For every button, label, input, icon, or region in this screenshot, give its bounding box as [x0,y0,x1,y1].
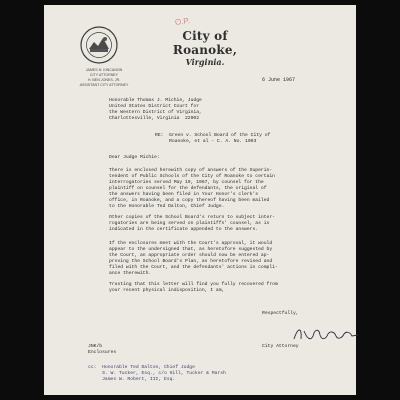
body-line: your recent physical indisposition, I am, [109,288,225,293]
body-line: Other copies of the School Board's return to subject inter- [109,215,275,220]
body-line: indicated in the certificate appended to the answers. [109,227,259,232]
cc-line: S. W. Tucker, Esq., c/o Hill, Tucker & Marsh [88,371,226,376]
initials-text: JNK/b [88,344,103,349]
letterhead [150,29,260,67]
cc-line: James W. Robert, III, Esq. [88,377,176,382]
body-line: the answers having been filed in Your Honor's clerk's [109,192,259,197]
body-line: appear to the undersigned that, as heretofore suggested by [109,247,273,252]
letterhead-state: Virginia. [185,57,225,67]
addressee-line: Honorable Thomas J. Michie, Judge [109,98,202,103]
staff-line: JAMES N. KINCANON [85,68,123,72]
re-line-text: Roanoke, et al - C. A. No. 1093 [155,139,257,144]
body-line: plaintiff on counsel for the defendants, the original of [109,186,267,191]
body-line: ance therewith. [109,271,152,276]
body-line: proving the School Board's Plan, as heretofore revised and [109,259,273,264]
letter-date: 6 June 1967 [262,77,296,83]
enclosures-text: Enclosures [88,350,117,355]
body-line: If the enclosures meet with the Court's approval, it would [109,241,273,246]
closing-text: Respectfully, [262,311,299,316]
addressee-line: Charlottesville, Virginia 22902 [109,116,200,121]
letterhead-city: City of Roanoke, [172,29,238,57]
body-line: office, in Roanoke, and a copy thereof having been mailed [109,198,270,203]
body-line: filed with the Court, and the defendants' actions in compli- [109,265,278,270]
city-seal-icon [80,26,118,64]
body-line: There is enclosed herewith copy of answers of the Superin- [109,168,273,173]
cc-line: cc: Honorable Ted Dalton, Chief Judge [88,365,195,370]
body-line: Trusting that this letter will find you fully recovered from [109,282,278,287]
salutation-text: Dear Judge Michie: [109,155,160,160]
addressee-line: United States District Court for [109,104,200,109]
re-line-text: RE: Green v. School Board of the City of [155,133,271,138]
staff-line: H. BEN JONES, JR. [87,78,121,82]
body-line: the Court, an appropriate order should now be entered ap- [109,253,270,258]
letter-page [44,5,356,395]
handwritten-mark: O.P. [174,16,191,27]
staff-line: ASSISTANT CITY ATTORNEY [79,83,129,87]
signature-icon [292,325,362,345]
addressee-line: the Western District of Virginia, [109,110,202,115]
body-line: interrogatories served May 19, 1967, by counsel for the [109,180,264,185]
staff-line: CITY ATTORNEY [89,73,119,77]
staff-listing [74,68,134,88]
body-line: tendent of Public Schools of the City of Roanoke to certain [109,174,275,179]
body-line: rogatories are being served on plaintiffs' counsel, as is [109,221,270,226]
body-line: to the Honorable Ted Dalton, Chief Judge. [109,204,225,209]
signer-title-text: City Attorney [262,344,299,349]
